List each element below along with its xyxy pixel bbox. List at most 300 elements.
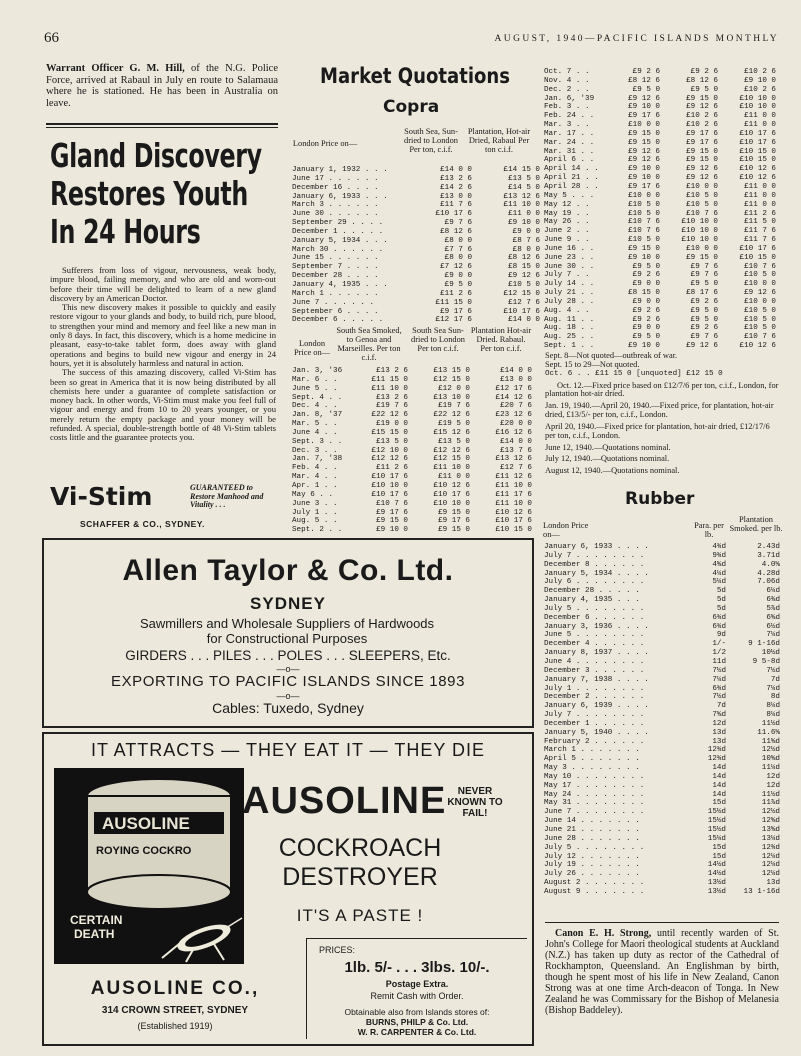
price-cell: £9 15 0 [686,253,718,262]
price-cell: £9 17 6 [686,129,718,138]
price-cell: £11 2 6 [744,209,776,218]
price-cell: £9 15 0 [376,517,408,526]
row-date: Mar. 3 . . [544,121,590,130]
price-cell: £10 15 0 [739,147,776,156]
table-row [544,631,780,640]
obtainable-note: Obtainable also from Islands stores of: [344,1007,490,1017]
table-row [544,870,780,879]
divider [46,127,278,128]
price-cell: £14 12 6 [495,393,532,402]
price-cell: £9 17 6 [686,138,718,147]
price-cell: £10 7 6 [376,499,408,508]
hill-note-lead: Warrant Officer G. M. Hill, [46,63,185,74]
table-row [292,385,532,394]
row-date: December 2 . . . . . . [544,693,645,702]
copra-header-1 [290,127,530,161]
price-cell: £10 17 6 [495,517,532,526]
table-row [292,473,532,482]
price-cell: £10 5 0 [508,280,540,289]
price-cell: 4.28d [757,569,780,578]
table-row [292,272,540,281]
table-row [292,263,540,272]
copra-title: Copra [383,97,440,117]
row-date: April 21 . . [544,174,599,183]
table-row [544,289,776,298]
copra-note: June 12, 1940.—Quotations nominal. [545,442,671,452]
price-cell: 12¼d [761,870,780,879]
price-cell: £9 17 6 [376,508,408,517]
table-row [544,879,780,888]
allen-desc: Sawmillers and Wholesale Suppliers of Hardwoods for Constructional Purposes [139,616,435,646]
table-row [544,817,780,826]
row-date: September 29 . . . . [292,219,384,228]
price-cell: 11⅝d [761,737,780,746]
copra-note: Oct. 6 . . £11 15 0 [unquoted] £12 15 0 [545,369,723,378]
table-row [544,68,776,77]
price-cell: 15½d [707,808,726,817]
tin-brand-text: AUSOLINE [102,814,190,833]
row-date: January 1, 1932 . . . [292,166,388,174]
price-cell: £9 2 6 [632,315,660,324]
price-cell: £14 2 6 [440,183,472,192]
price-cell: £12 15 0 [433,375,470,384]
table-row [544,245,776,254]
table-row [292,228,540,237]
table-row [292,491,532,500]
table-row [544,782,780,791]
price-cell: 15d [712,799,726,808]
price-cell: £13 15 0 [433,367,470,375]
table-row [544,543,780,552]
ausoline-company: AUSOLINE CO., [90,978,260,999]
price-cell: 4⅝d [712,560,726,569]
allen-name: Allen Taylor & Co. Ltd. [122,554,454,587]
gland-title-line: In 24 Hours [50,212,201,251]
price-cell: 13d [712,728,726,737]
vistim-ad [50,137,280,251]
table-row [544,640,780,649]
row-date: January 5, 1940 . . . . [544,728,649,737]
price-cell: £7 12 6 [440,263,472,272]
allen-taylor-ad [42,538,534,728]
row-date: January 6, 1933 . . . . [544,543,649,551]
price-cell: £11 5 0 [744,218,776,227]
price-cell: £13 0 0 [440,192,472,201]
hill-note-text: of the N.G. Police Force, arrived at Rabaul in July en route to Salamaua where he is stationed. He has been in Australia on leave. [46,63,278,109]
price-cell: £9 7 6 [690,271,718,280]
price-cell: £10 17 6 [435,210,472,219]
price-cell: £10 17 6 [371,473,408,482]
price-cell: 7d [770,675,780,684]
vistim-brand: Vi-Stim [50,482,153,511]
price-cell: £10 0 0 [686,182,718,191]
price-cell: £14 5 0 [508,183,540,192]
table-row [292,308,540,317]
price-cell: £10 17 6 [503,307,540,316]
price-cell: 14d [712,772,726,781]
copra-header-2 [290,326,532,366]
table-row [544,685,780,694]
price-cell: £10 7 6 [686,209,718,218]
price-cell: £10 12 6 [433,481,470,490]
price-cell: £7 7 6 [444,245,472,254]
table-row [544,667,780,676]
tin-sub-text: ROYING COCKRO [96,845,192,857]
table-row [292,193,540,202]
vistim-paragraph: This new discovery makes it possible to quickly and easily restore vigour to your glands and body, to build rich, pure blood, to strengthen your mind and memory and feel like a new man in only 8 days. In fact, this discovery, which is a home medicine in pleasant, easy-to-take tablet form, does away with gland operations and begins to build new vigour and energy in 24 hours, yet it is absolutely harmless and natural in action. [50,302,276,368]
row-date: December 8 . . . . . . [544,560,645,569]
ausoline-product: COCKROACH DESTROYER [278,834,442,891]
price-cell: £11 0 0 [744,182,776,191]
rubber-header [543,515,781,543]
price-cell: £9 10 0 [628,174,660,183]
row-date: July 1 . . [292,508,338,517]
price-cell: £8 12 6 [440,227,472,236]
table-row [292,394,532,403]
copra-h2-col0: London Price on— [293,339,331,357]
price-cell: 13 1-16d [743,887,780,896]
table-row [292,237,540,246]
row-date: Aug. 18 . . [544,324,595,333]
price-cell: £10 17 6 [739,244,776,253]
row-date: December 1 . . . . . [292,227,384,236]
price-cell: £9 12 6 [508,272,540,281]
price-cell: 11½d [761,719,780,728]
price-cell: 6¾d [712,613,726,622]
copra-h1-col2: Plantation, Hot-air Dried, Rabaul Per ton c.i.f. [467,127,531,154]
vistim-guarantee: GUARANTEED to Restore Manhood and Vitality . . . [190,483,264,509]
price-cell: £19 5 0 [438,420,470,429]
table-row [292,438,532,447]
price-cell: 2.43d [757,543,780,551]
price-cell: £11 15 0 [435,298,472,307]
table-row [292,464,532,473]
row-date: June 9 . . [544,236,590,245]
row-date: Mar. 31 . . [544,147,595,156]
price-cell: 9d [716,631,726,640]
table-row [544,658,780,667]
row-date: July 26 . . . . . . . [544,870,640,879]
vistim-footer [50,482,276,529]
table-row [544,227,776,236]
price-cell: £10 10 0 [739,94,776,103]
price-cell: £9 7 6 [690,333,718,342]
price-cell: £10 17 6 [739,138,776,147]
price-cell: 11⅞d [761,799,780,808]
table-row [544,174,776,183]
table-row [292,184,540,193]
price-cell: 12¾d [707,746,726,755]
row-date: June 30 . . [544,262,595,271]
table-row [292,402,532,411]
certain-death-line: CERTAIN [70,913,123,927]
price-cell: £8 12 6 [628,76,660,85]
table-row [544,112,776,121]
row-date: June 7 . . . . . . . . [544,808,645,817]
price-cell: £10 5 0 [628,209,660,218]
row-date: June 21 . . . . . . . [544,826,640,834]
price-cell: £9 12 6 [686,103,718,112]
price-cell: £9 17 6 [628,112,660,121]
price-cell: £9 5 0 [690,306,718,315]
row-date: July 12 . . . . . . . [544,852,640,861]
price-cell: £12 17 6 [435,316,472,325]
table-row [292,316,540,325]
price-cell: 4¾d [712,543,726,551]
strong-note-text: until recently warden of St. John's College for Maori theological students at Auckland (N.Z.) has taken up duty as rector of the Cathedral of Rockhampton, Queensland. An Englishman by birth, though he spent most of his life in New Zealand, Canon Strong was at one time Arch-deacon of Tonga. In New Zealand he was Commissary for the Bishop of Melanesia (Bishop Baddeley). [545,928,779,1016]
price-cell: £10 12 6 [739,174,776,183]
price-cell: £9 2 6 [632,68,660,76]
price-cell: £15 12 6 [433,428,470,437]
price-cell: £13 2 6 [376,393,408,402]
table-row [544,587,780,596]
price-cell: £11 0 0 [438,473,470,482]
price-cell: 12d [766,781,780,790]
vistim-paragraph: The success of this amazing discovery, called Vi-Stim has been so great in America that it is now being distributed by all chemists here under a guarantee of complete satisfaction or money back. In other words, Vi-Stim must make you feel full of vigour and energy and from 10 to 20 years younger, or you merely return the empty package and your money will be refunded. A special, double-strength bottle of 48 Vi-Stim tablets costs little and the guarantee protects you. [50,367,276,443]
row-date: December 6 . . . . . . [544,613,645,622]
table-row [292,175,540,184]
copra-h1-col1: South Sea, Sun-dried to London Per ton, c.i.f. [404,127,458,154]
price-cell: £10 7 6 [628,218,660,227]
row-date: March 3 . . . . . . [292,201,379,210]
table-row [292,455,532,464]
copra-table-2 [292,367,532,535]
copra-note: Oct. 12.—Fixed price based on £12/7/6 per ton, c.i.f., London, for plantation hot-air dried. [545,380,779,399]
tin-base [87,875,231,909]
table-row [544,764,780,773]
price-cell: 12¼d [761,852,780,861]
hill-note [46,63,278,109]
price-cell: 7½d [712,693,726,702]
copra-h2-col1: South Sea Smoked, to Genoa and Marseilles. Per ton c.i.f. [336,326,402,362]
table-row [292,219,540,228]
ausoline-est: (Established 1919) [137,1021,213,1031]
price-cell: £11 15 0 [371,375,408,384]
row-date: April 6 . . [544,156,595,165]
row-date: June 3 . . [292,499,338,508]
price-cell: £10 0 0 [686,244,718,253]
price-cell: £11 0 0 [508,210,540,219]
row-date: June 5 . . [292,384,338,393]
price-cell: £19 0 0 [376,420,408,429]
row-date: Sept. 4 . . [292,393,343,402]
price-cell: 8¼d [766,702,780,711]
row-date: May 24 . . . . . . . . [544,790,645,799]
row-date: Jan. 8, '37 [292,411,343,420]
allen-exporting: EXPORTING TO PACIFIC ISLANDS SINCE 1893 [110,673,466,690]
row-date: March 1 . . . . . . . [544,746,640,755]
ausoline-prices-box [306,938,527,1039]
market-title: Market Quotations [320,64,511,88]
price-cell: 12d [712,719,726,728]
price-cell: £9 5 0 [690,315,718,324]
price-cell: £10 5 0 [744,324,776,333]
row-date: Mar. 5 . . [292,420,338,429]
price-cell: 7¼d [766,684,780,693]
row-date: Dec. 2 . . [544,85,590,94]
price-cell: 7d [716,702,726,711]
price-cell: £12 12 6 [433,446,470,455]
table-row [292,281,540,290]
row-date: July 14 . . [544,280,595,289]
table-row [292,254,540,263]
row-date: July 6 . . . . . . . . [544,578,645,587]
price-cell: £10 5 0 [744,315,776,324]
price-cell: 3.71d [757,551,780,560]
price-cell: £9 5 0 [690,85,718,94]
table-row [544,755,780,764]
copra-h1-col0: London Price on— [292,139,358,148]
price-cell: £12 7 6 [500,464,532,473]
price-cell: £9 7 6 [444,219,472,228]
row-date: May 26 . . [544,218,590,227]
row-date: June 17 . . . . . . [292,174,379,183]
price-cell: £9 17 6 [440,307,472,316]
row-date: May 5 . . . [544,191,595,200]
price-cell: £8 0 0 [512,245,540,254]
price-cell: £19 7 6 [438,402,470,411]
row-date: Sept. 2 . . [292,526,343,535]
price-cell: 14d [712,790,726,799]
price-cell: £10 0 0 [628,121,660,130]
price-cell: £13 0 0 [500,375,532,384]
price-cell: £9 2 6 [632,306,660,315]
price-cell: 5d [716,587,726,596]
price-cell: 12¾d [707,755,726,764]
table-row [544,156,776,165]
price-cell: £8 0 0 [444,254,472,263]
row-date: Apr. 1 . . [292,481,338,490]
ausoline-address: 314 CROWN STREET, SYDNEY [101,1005,249,1016]
copra-note: Jan. 19, 1940.—April 20, 1940.—Fixed price, for plantation, hot-air dried, £13/5/- per ton, c.i.f., London. [545,401,774,420]
rubber-h-col2: Plantation Smoked. per lb. [729,515,783,533]
price-cell: £9 10 0 [628,165,660,174]
price-cell: 9 5-8d [752,657,780,666]
price-cell: 6½d [766,622,780,631]
row-date: Feb. 3 . . [544,103,590,112]
row-date: Mar. 24 . . [544,138,595,147]
row-date: Mar. 17 . . [544,129,595,138]
row-date: Dec. 4 . . [292,402,338,411]
price-cell: 7¼d [766,631,780,640]
table-row [544,570,780,579]
price-cell: £11 2 6 [376,464,408,473]
price-cell: 13¼d [761,834,780,843]
strong-note-lead: Canon E. H. Strong, [555,928,652,939]
copra-notes [545,352,779,476]
row-date: Mar. 4 . . [292,473,338,482]
price-cell: 15½d [707,817,726,826]
price-cell: £13 2 6 [440,174,472,183]
price-cell: 12d [766,772,780,781]
row-date: April 14 . . [544,165,599,174]
table-row [292,429,532,438]
row-date: December 16 . . . . [292,183,379,192]
table-row [544,103,776,112]
price-cell: £9 15 0 [628,244,660,253]
price-cell: £10 5 0 [628,236,660,245]
price-cell: 11½d [761,790,780,799]
price-cell: £9 7 6 [690,262,718,271]
row-date: July 5 . . . . . . . . [544,843,645,852]
table-row [544,729,780,738]
price-cell: £11 0 0 [744,112,776,121]
ausoline-headline: IT ATTRACTS — THEY EAT IT — THEY DIE [90,740,486,760]
table-row [544,808,780,817]
price-cell: 5d [716,596,726,605]
row-date: January 5, 1934 . . . [292,236,388,245]
row-date: April 5 . . . . . . . [544,755,640,764]
price-cell: £10 12 6 [495,508,532,517]
row-date: July 5 . . . . . . . . [544,604,645,613]
divider [46,123,278,125]
price-cell: 9¾d [712,551,726,560]
ausoline-brand: AUSOLINE [242,780,447,822]
row-date: June 15 . . . . . . [292,254,379,263]
price-cell: £9 15 0 [628,129,660,138]
price-cell: £13 5 0 [438,437,470,446]
price-cell: 13⅝d [761,826,780,834]
price-cell: 12¾d [761,843,780,852]
price-cell: £8 7 6 [512,236,540,245]
price-cell: £9 5 0 [632,262,660,271]
stores-line: BURNS, PHILP & Co. Ltd. [365,1017,469,1027]
price-cell: £11 10 0 [371,384,408,393]
certain-death-line: DEATH [74,927,115,941]
price-cell: £9 12 6 [628,94,660,103]
price-cell: £20 7 6 [500,402,532,411]
price-cell: £10 12 6 [739,342,776,351]
row-date: July 7 . . [544,271,590,280]
gland-title-line: Restores Youth [50,174,248,213]
price-cell: 11d [712,657,726,666]
table-row [544,86,776,95]
price-cell: £14 15 0 [503,166,540,174]
price-cell: £9 15 0 [628,138,660,147]
row-date: June 2 . . [544,227,590,236]
row-date: May 31 . . . . . . . . [544,799,645,808]
row-date: Aug. 4 . . [544,306,590,315]
table-row [292,376,532,385]
row-date: Aug. 5 . . [292,517,338,526]
row-date: January 4, 1935 . . . [544,596,640,605]
row-date: June 7 . . . . . . [292,298,375,307]
table-row [544,623,780,632]
price-cell: £9 12 6 [686,174,718,183]
row-date: February 2 . . . . . . [544,737,645,746]
price-cell: £14 0 0 [440,166,472,174]
price-cell: £8 0 0 [444,236,472,245]
price-cell: £11 0 0 [744,200,776,209]
price-cell: £9 2 6 [632,271,660,280]
price-cell: 9 1-16d [748,640,780,649]
price-cell: £12 12 6 [371,455,408,464]
row-date: Jan. 7, '38 [292,455,343,464]
prices-label: PRICES: [319,945,356,955]
price-cell: £11 10 0 [495,481,532,490]
price-cell: £13 5 0 [508,174,540,183]
table-row [544,853,780,862]
price-cell: £10 2 6 [744,68,776,76]
table-row [544,561,780,570]
copra-note: Sept. 8—Not quoted—outbreak of war. [545,351,678,360]
price-cell: 7½d [712,666,726,675]
price-cell: £9 0 0 [632,297,660,306]
table-row [544,711,780,720]
price-cell: 4¼d [712,569,726,578]
price-cell: £10 5 0 [686,200,718,209]
row-date: Jan. 6, '39 [544,94,595,103]
